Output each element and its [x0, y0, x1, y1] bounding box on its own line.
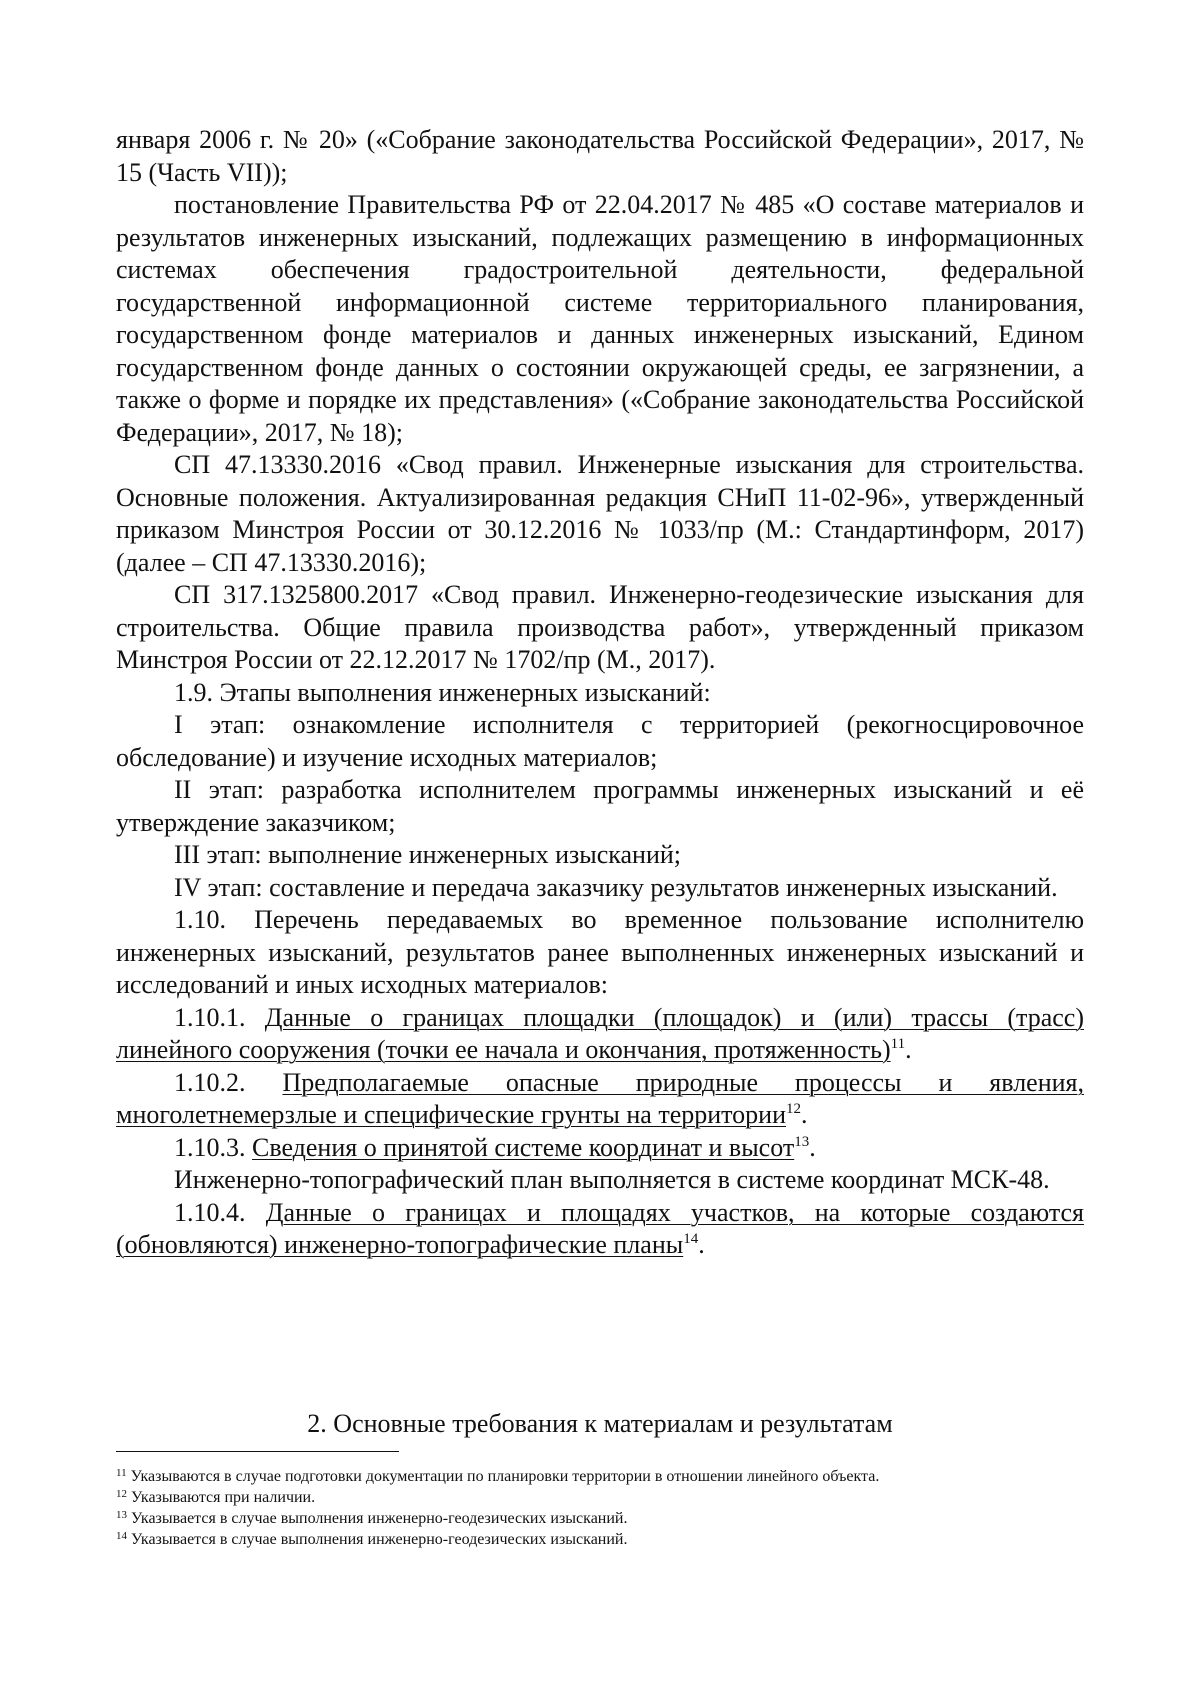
paragraph-stage-2: II этап: разработка исполнителем программы инженерных изысканий и её утверждение заказчиком;: [116, 775, 1084, 837]
paragraph-stage-3: III этап: выполнение инженерных изысканий;: [174, 840, 682, 869]
footnote-number: 13: [116, 1509, 127, 1521]
footnote-13: [116, 1508, 1084, 1529]
list-item-1-10-2: 1.10.2. Предполагаемые опасные природные процессы и явления, многолетнемерзлые и специфические грунты на территории$^{12}$.: [116, 1067, 1084, 1129]
item-number: 1.10.1.: [174, 1002, 265, 1032]
footnotes: [116, 1466, 1084, 1550]
paragraph-stages-heading: 1.9. Этапы выполнения инженерных изысканий:: [174, 677, 711, 707]
paragraph-sp-47: СП 47.13330.2016 «Свод правил. Инженерные изыскания для строительства. Основные положения. Актуализированная редакция СНиП 11-02-96», утвержденный приказом Минстроя России от 30.12.2016 № 1033/пр (М.: Стандартинформ, 2017) (далее – СП 47.13330.2016);: [116, 450, 1084, 577]
section-heading: 2. Основные требования к материалам и результатам: [307, 1409, 893, 1438]
paragraph-stage-1: I этап: ознакомление исполнителя с территорией (рекогносцировочное обследование) и изучение исходных материалов;: [116, 710, 1084, 772]
paragraph-materials-list: 1.10. Перечень передаваемых во временное пользование исполнителю инженерных изысканий, результатов ранее выполненных инженерных изысканий и исследований и иных исходных материалов:: [116, 905, 1084, 999]
list-item-1-10-3: 1.10.3. Сведения о принятой системе координат и высот$^{13}$.: [174, 1132, 816, 1162]
item-number: 1.10.3.: [174, 1132, 252, 1162]
footnote-text: Указываются в случае подготовки документации по планировки территории в отношении линейного объекта.: [126, 1468, 880, 1485]
paragraph-stage-4: IV этап: составление и передача заказчику результатов инженерных изысканий.: [174, 872, 1058, 902]
footnote-separator: [116, 1451, 399, 1452]
item-number: 1.10.2.: [174, 1067, 283, 1097]
item-text: Сведения о принятой системе координат и высот: [252, 1132, 795, 1162]
footnote-14: [116, 1529, 1084, 1550]
footnote-ref[interactable]: 11: [890, 1036, 906, 1052]
footnote-text: Указываются при наличии.: [127, 1489, 316, 1506]
footnote-text: Указывается в случае выполнения инженерно-геодезических изысканий.: [127, 1510, 628, 1527]
footnote-11: [116, 1466, 1084, 1487]
footnote-number: 11: [116, 1467, 127, 1479]
footnote-ref[interactable]: 13: [794, 1133, 810, 1150]
list-item-1-10-4: 1.10.4. Данные о границах и площадях участков, на которые создаются (обновляются) инженерно-топографические планы$^{14}$.: [116, 1197, 1085, 1259]
item-text: Предполагаемые опасные природные процессы и явления, многолетнемерзлые и специфические грунты на территории: [116, 1067, 1084, 1129]
paragraph-law-reference: января 2006 г. № 20» («Собрание законодательства Российской Федерации», 2017, № 15 (Часть VII));: [116, 125, 1084, 187]
paragraph-coordinate-system: Инженерно-топографический план выполняется в системе координат МСК-48.: [174, 1165, 1050, 1194]
footnote-number: 12: [116, 1488, 127, 1500]
item-text: Данные о границах и площадях участков, на которые создаются (обновляются) инженерно-топографические планы: [116, 1197, 1085, 1259]
footnote-text: Указывается в случае выполнения инженерно-геодезических изысканий.: [127, 1531, 628, 1548]
footnote-number: 14: [116, 1530, 127, 1542]
list-item-1-10-1: 1.10.1. Данные о границах площадки (площадок) и (или) трассы (трасс) линейного сооружения (точки ее начала и окончания, протяженность)$^{11}$.: [116, 1002, 1084, 1064]
footnote-ref[interactable]: 12: [786, 1101, 802, 1117]
footnote-ref[interactable]: 14: [683, 1231, 699, 1247]
paragraph-government-decree: постановление Правительства РФ от 22.04.2017 № 485 «О составе материалов и результатов инженерных изысканий, подлежащих размещению в информационных системах обеспечения градостроительной деятельности, федеральной государственной информационной системе территориального планирования, государственном фонде материалов и данных инженерных изысканий, Едином государственном фонде данных о состоянии окружающей среды, ее загрязнении, а также о форме и порядке их представления» («Собрание законодательства Российской Федерации», 2017, № 18);: [116, 190, 1084, 447]
item-text: Данные о границах площадки (площадок) и (или) трассы (трасс) линейного сооружения (точки ее начала и окончания, протяженность): [116, 1002, 1084, 1064]
paragraph-sp-317: СП 317.1325800.2017 «Свод правил. Инженерно-геодезические изыскания для строительства. Общие правила производства работ», утвержденный приказом Минстроя России от 22.12.2017 № 1702/пр (М., 2017).: [116, 580, 1084, 674]
item-number: 1.10.4.: [174, 1197, 266, 1227]
footnote-12: [116, 1487, 1084, 1508]
body-text: [116, 124, 1084, 1262]
